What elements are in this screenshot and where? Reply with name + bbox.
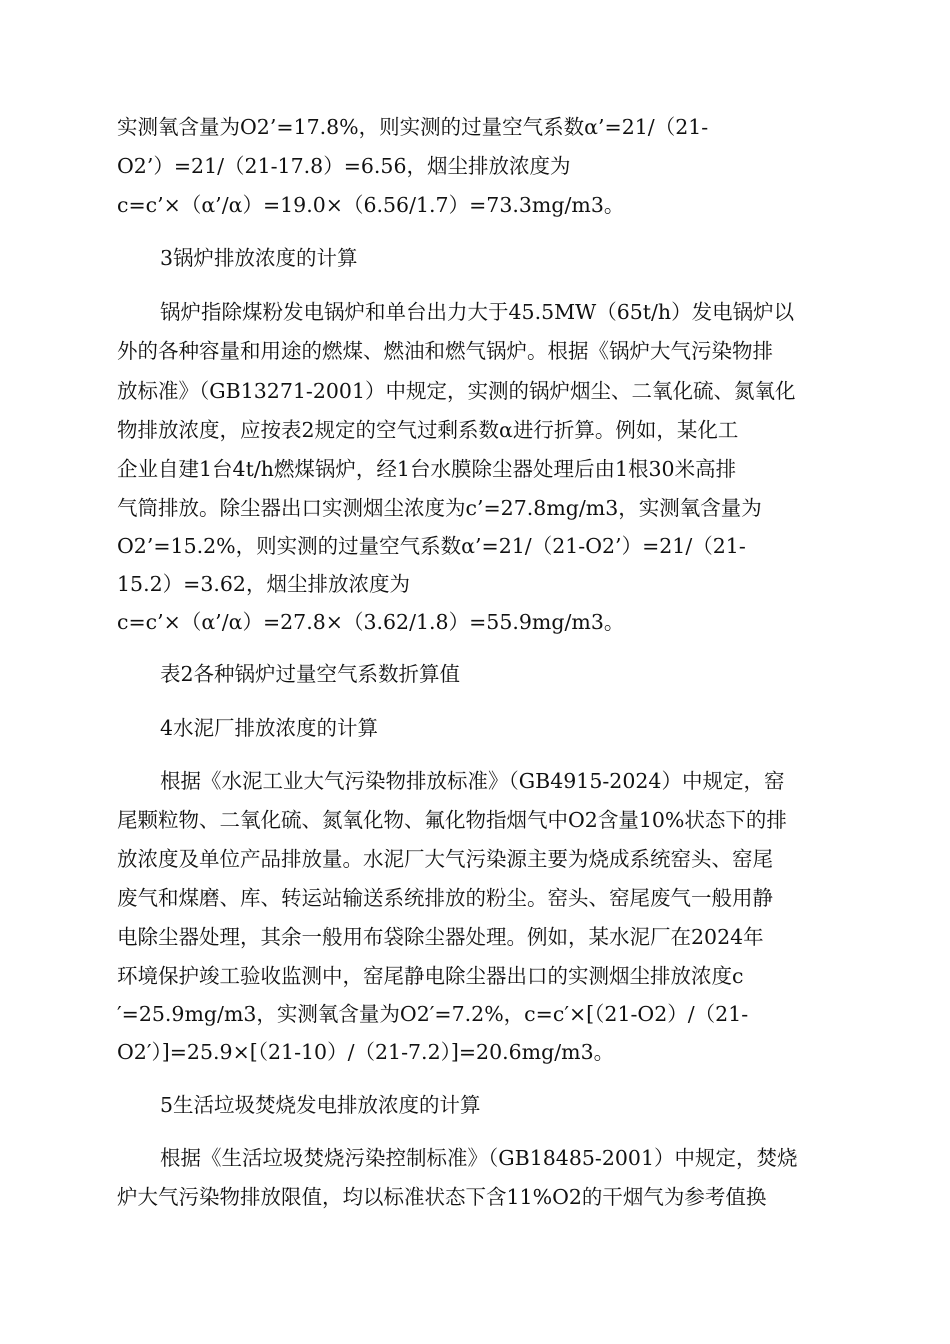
p2-line-9: c=c’×（α’/α）=27.8×（3.62/1.8）=55.9mg/m3。 (117, 610, 625, 634)
p1-line-2: O2’）=21/（21-17.8）=6.56，烟尘排放浓度为 (117, 154, 571, 178)
section-heading-3: 3锅炉排放浓度的计算 (160, 246, 358, 270)
p3-line-1: 根据《水泥工业大气污染物排放标准》（GB4915-2024）中规定，窑 (160, 769, 785, 793)
p1-line-1: 实测氧含量为O2’=17.8%，则实测的过量空气系数α’=21/（21- (117, 115, 709, 139)
p3-line-6: 环境保护竣工验收监测中，窑尾静电除尘器出口的实测烟尘排放浓度c (117, 964, 744, 988)
p2-line-2: 外的各种容量和用途的燃煤、燃油和燃气锅炉。根据《锅炉大气污染物排 (117, 339, 773, 363)
p4-line-1: 根据《生活垃圾焚烧污染控制标准》（GB18485-2001）中规定，焚烧 (160, 1146, 798, 1170)
p3-line-8: O2′）]=25.9×[（21-10）/（21-7.2）]=20.6mg/m3。 (117, 1040, 615, 1064)
p4-line-2: 炉大气污染物排放限值，均以标准状态下含11%O2的干烟气为参考值换 (117, 1185, 767, 1209)
p2-line-8: 15.2）=3.62，烟尘排放浓度为 (117, 572, 410, 596)
section-heading-4: 4水泥厂排放浓度的计算 (160, 716, 379, 740)
p2-line-5: 企业自建1台4t/h燃煤锅炉，经1台水膜除尘器处理后由1根30米高排 (117, 457, 737, 481)
p2-line-6: 气筒排放。除尘器出口实测烟尘浓度为c’=27.8mg/m3，实测氧含量为 (117, 496, 762, 520)
section-heading-5: 5生活垃圾焚烧发电排放浓度的计算 (160, 1093, 481, 1117)
p3-line-3: 放浓度及单位产品排放量。水泥厂大气污染源主要为烧成系统窑头、窑尾 (117, 847, 773, 871)
p2-line-3: 放标准》（GB13271-2001）中规定，实测的锅炉烟尘、二氧化硫、氮氧化 (117, 379, 796, 403)
p3-line-7: ′=25.9mg/m3，实测氧含量为O2′=7.2%，c=c′×[（21-O2）/（21- (117, 1002, 749, 1026)
table-caption: 表2各种锅炉过量空气系数折算值 (160, 662, 461, 686)
p2-line-7: O2’=15.2%，则实测的过量空气系数α’=21/（21-O2’）=21/（21- (117, 534, 746, 558)
p3-line-4: 废气和煤磨、库、转运站输送系统排放的粉尘。窑头、窑尾废气一般用静 (117, 886, 773, 910)
p2-line-4: 物排放浓度，应按表2规定的空气过剩系数α进行折算。例如，某化工 (117, 418, 739, 442)
p2-line-1: 锅炉指除煤粉发电锅炉和单台出力大于45.5MW（65t/h）发电锅炉以 (160, 300, 795, 324)
p3-line-5: 电除尘器处理，其余一般用布袋除尘器处理。例如，某水泥厂在2024年 (117, 925, 764, 949)
p3-line-2: 尾颗粒物、二氧化硫、氮氧化物、氟化物指烟气中O2含量10%状态下的排 (117, 808, 787, 832)
p1-line-3: c=c’×（α’/α）=19.0×（6.56/1.7）=73.3mg/m3。 (117, 193, 625, 217)
